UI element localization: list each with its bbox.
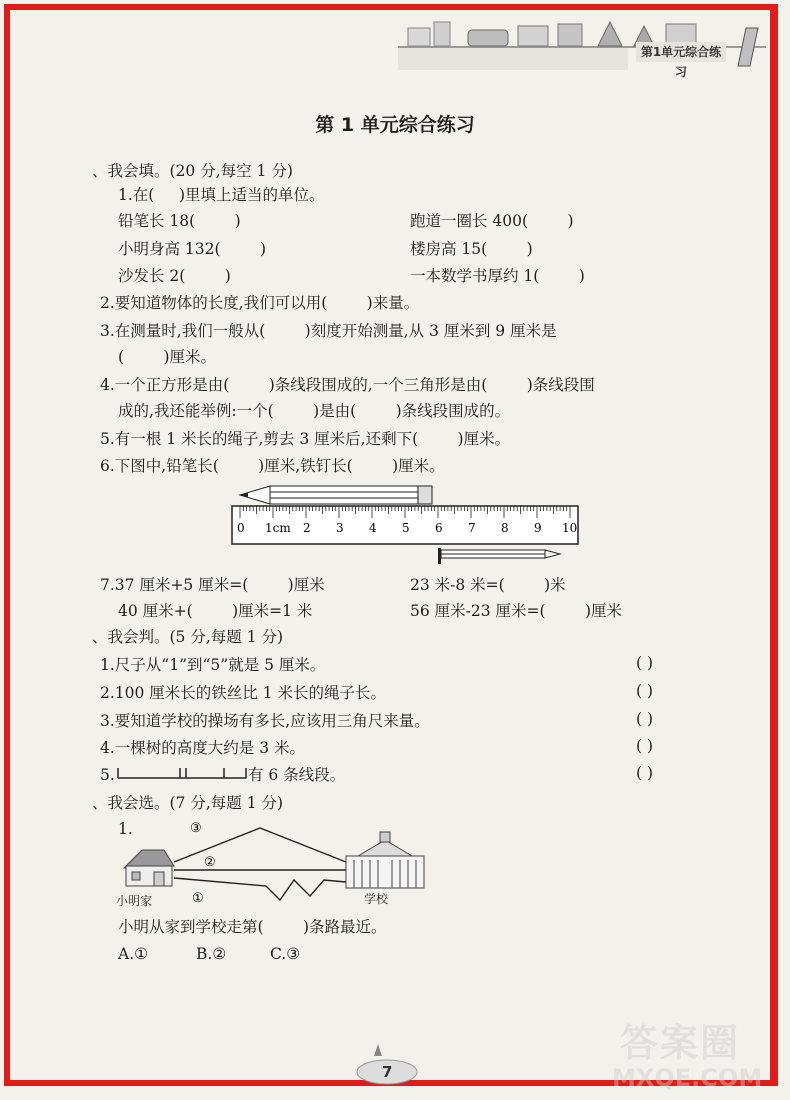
- ruler-label: 10: [562, 521, 578, 535]
- judge-item-5-text: 有 6 条线段。: [248, 766, 346, 784]
- choice-q1-question: 小明从家到学校走第( )条路最近。: [118, 918, 387, 936]
- watermark-top: 答案圈: [620, 1021, 741, 1065]
- judge-item-4: 4.一棵树的高度大约是 3 米。: [100, 739, 306, 757]
- section3-heading: 、我会选。(7 分,每题 1 分): [92, 794, 284, 812]
- judge-item-1: 1.尺子从“1”到“5”就是 5 厘米。: [100, 656, 326, 674]
- pencil-icon: [240, 486, 432, 504]
- header-label: 第1单元综合练习: [636, 42, 726, 62]
- q3-text-line2: ( )厘米。: [118, 348, 217, 366]
- q1-item-4: 楼房高 15( ): [410, 240, 533, 258]
- judge-answer-4[interactable]: ( ): [636, 737, 654, 755]
- home-label: 小明家: [116, 894, 153, 908]
- page-title: 第 1 单元综合练习: [315, 114, 475, 136]
- route-mark-2: ②: [204, 855, 216, 870]
- school-label: 学校: [364, 892, 389, 906]
- q1-item-3: 小明身高 132( ): [118, 240, 267, 258]
- section2-heading: 、我会判。(5 分,每题 1 分): [92, 628, 284, 646]
- ruler-label: 1cm: [265, 521, 291, 535]
- choice-option-c[interactable]: C.③: [270, 945, 301, 963]
- route-mark-1: ①: [192, 891, 204, 906]
- q4-text-line1: 4.一个正方形是由( )条线段围成的,一个三角形是由( )条线段围: [100, 376, 595, 394]
- q6-text: 6.下图中,铅笔长( )厘米,铁钉长( )厘米。: [100, 457, 445, 475]
- q2-text: 2.要知道物体的长度,我们可以用( )来量。: [100, 294, 420, 312]
- ruler-figure: [230, 478, 580, 568]
- house-icon: [124, 850, 174, 886]
- ruler-label: 9: [534, 521, 542, 535]
- judge-item-2: 2.100 厘米长的铁丝比 1 米长的绳子长。: [100, 684, 387, 702]
- ruler-label: 4: [369, 521, 377, 535]
- section1-heading: 、我会填。(20 分,每空 1 分): [92, 162, 293, 180]
- judge-answer-5[interactable]: ( ): [636, 764, 654, 782]
- q4-text-line2: 成的,我还能举例:一个( )是由( )条线段围成的。: [118, 402, 511, 420]
- q1-text: 1.在( )里填上适当的单位。: [118, 186, 325, 204]
- choice-option-a[interactable]: A.①: [118, 945, 149, 963]
- q1-item-6: 一本数学书厚约 1( ): [410, 267, 585, 285]
- judge-answer-3[interactable]: ( ): [636, 710, 654, 728]
- watermark-bottom: MXQE.COM: [612, 1064, 763, 1092]
- segment-figure: [116, 764, 248, 784]
- q1-item-1: 铅笔长 18( ): [118, 212, 241, 230]
- page-number-badge: [352, 1038, 422, 1088]
- ruler-label: 0: [237, 521, 245, 535]
- ruler-label: 5: [402, 521, 410, 535]
- school-icon: [346, 832, 424, 888]
- ruler-label: 2: [303, 521, 311, 535]
- q7-item-2: 23 米-8 米=( )米: [410, 576, 566, 594]
- q1-item-5: 沙发长 2( ): [118, 267, 231, 285]
- q5-text: 5.有一根 1 米长的绳子,剪去 3 厘米后,还剩下( )厘米。: [100, 430, 511, 448]
- route-mark-3: ③: [190, 821, 202, 836]
- ruler-label: 3: [336, 521, 344, 535]
- q1-item-2: 跑道一圈长 400( ): [410, 212, 574, 230]
- q3-text-line1: 3.在测量时,我们一般从( )刻度开始测量,从 3 厘米到 9 厘米是: [100, 322, 557, 340]
- watermark: [612, 1012, 782, 1092]
- q7-item-3: 40 厘米+( )厘米=1 米: [118, 602, 313, 620]
- ruler-label: 8: [501, 521, 509, 535]
- page-number: 7: [382, 1063, 393, 1081]
- q7-item-1: 7.37 厘米+5 厘米=( )厘米: [100, 576, 325, 594]
- q7-item-4: 56 厘米-23 厘米=( )厘米: [410, 602, 623, 620]
- judge-answer-2[interactable]: ( ): [636, 682, 654, 700]
- ruler-label: 7: [468, 521, 476, 535]
- judge-item-3: 3.要知道学校的操场有多长,应该用三角尺来量。: [100, 712, 430, 730]
- choice-option-b[interactable]: B.②: [196, 945, 227, 963]
- ruler-label: 6: [435, 521, 443, 535]
- choice-q1-num: 1.: [118, 820, 133, 838]
- judge-answer-1[interactable]: ( ): [636, 654, 654, 672]
- judge-item-5-num: 5.: [100, 766, 115, 784]
- nail-icon: [438, 548, 560, 564]
